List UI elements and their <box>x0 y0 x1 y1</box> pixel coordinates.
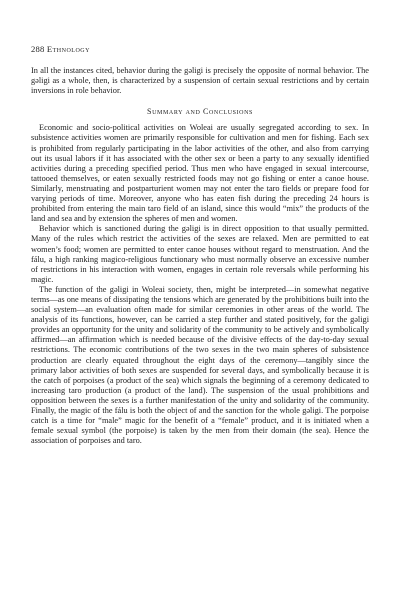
running-head <box>31 44 90 54</box>
paragraph-2: Behavior which is sanctioned during the gəligi is in direct opposition to that usually permitted. Many of the rules which restrict the activities of the sexes are relaxed. Men are permitted to eat women’s food; women are permitted to enter canoe houses without regard to menstruation. And the fálu, a high ranking magico-religious functionary who must normally observe an excessive number of restrictions in his interaction with women, engages in certain role reversals while performing his magic. <box>31 224 369 284</box>
page-number: 288 <box>31 44 45 54</box>
paragraph-1: Economic and socio-political activities on Woleai are usually segregated according to sex. In subsistence activities women are primarily responsible for cultivation and men for fishing. Each sex is prohibited from regularly participating in the labor activities of the other, and also from carrying out its usual labors if it has associated with the other sex or been a party to any sexually identified activities during a preceding specified period. Thus men who have engaged in sexual intercourse, tattooed themselves, or eaten sexually restricted foods may not go fishing or enter a canoe house. Similarly, menstruating and postparturient women may not enter the taro fields or prepare food for varying periods of time. Moreover, anyone who has eaten fish during the preceding 24 hours is prohibited from entering the main taro field of an island, since this would “mix” the products of the land and sea and by extension the spheres of men and women. <box>31 123 369 224</box>
running-title: Ethnology <box>46 44 90 54</box>
section-heading: Summary and Conclusions <box>147 107 253 117</box>
paragraph-3: The function of the gəligi in Woleai society, then, might be interpreted—in somewhat negative terms—as one means of dissipating the tensions which are generated by the prohibitions built into the social system—an evaluation often made for similar ceremonies in other areas of the world. The analysis of its functions, however, can be carried a step further and stated positively, for the gəligi provides an opportunity for the unity and solidarity of the community to be actively and symbolically affirmed—an affirmation which is needed because of the divisive effects of the day-to-day sexual restrictions. The economic contributions of the two sexes in the two main spheres of subsistence production are clearly equated throughout the eight days of the ceremony—tangibly since the primary labor activities of both sexes are suspended for several days, and symbolically because it is the catch of porpoises (a product of the sea) which signals the beginning of a ceremony dedicated to increasing taro production (a product of the land). The suspension of the usual prohibitions and opposition between the sexes is a further manifestation of the unity and solidarity of the community. Finally, the magic of the fálu is both the object of and the sanction for the whole gəligi. The porpoise catch is a time for “male” magic for the benefit of a “female” product, and it is initiated when a female sexual symbol (the porpoise) is taken by the men from their domain (the sea). Hence the association of porpoises and taro. <box>31 284 369 446</box>
body-text <box>31 66 369 446</box>
intro-paragraph: In all the instances cited, behavior during the gəligi is precisely the opposite of normal behavior. The gəligi as a whole, then, is characterized by a suspension of certain sexual restrictions and by certain inversions in role behavior. <box>31 66 369 96</box>
